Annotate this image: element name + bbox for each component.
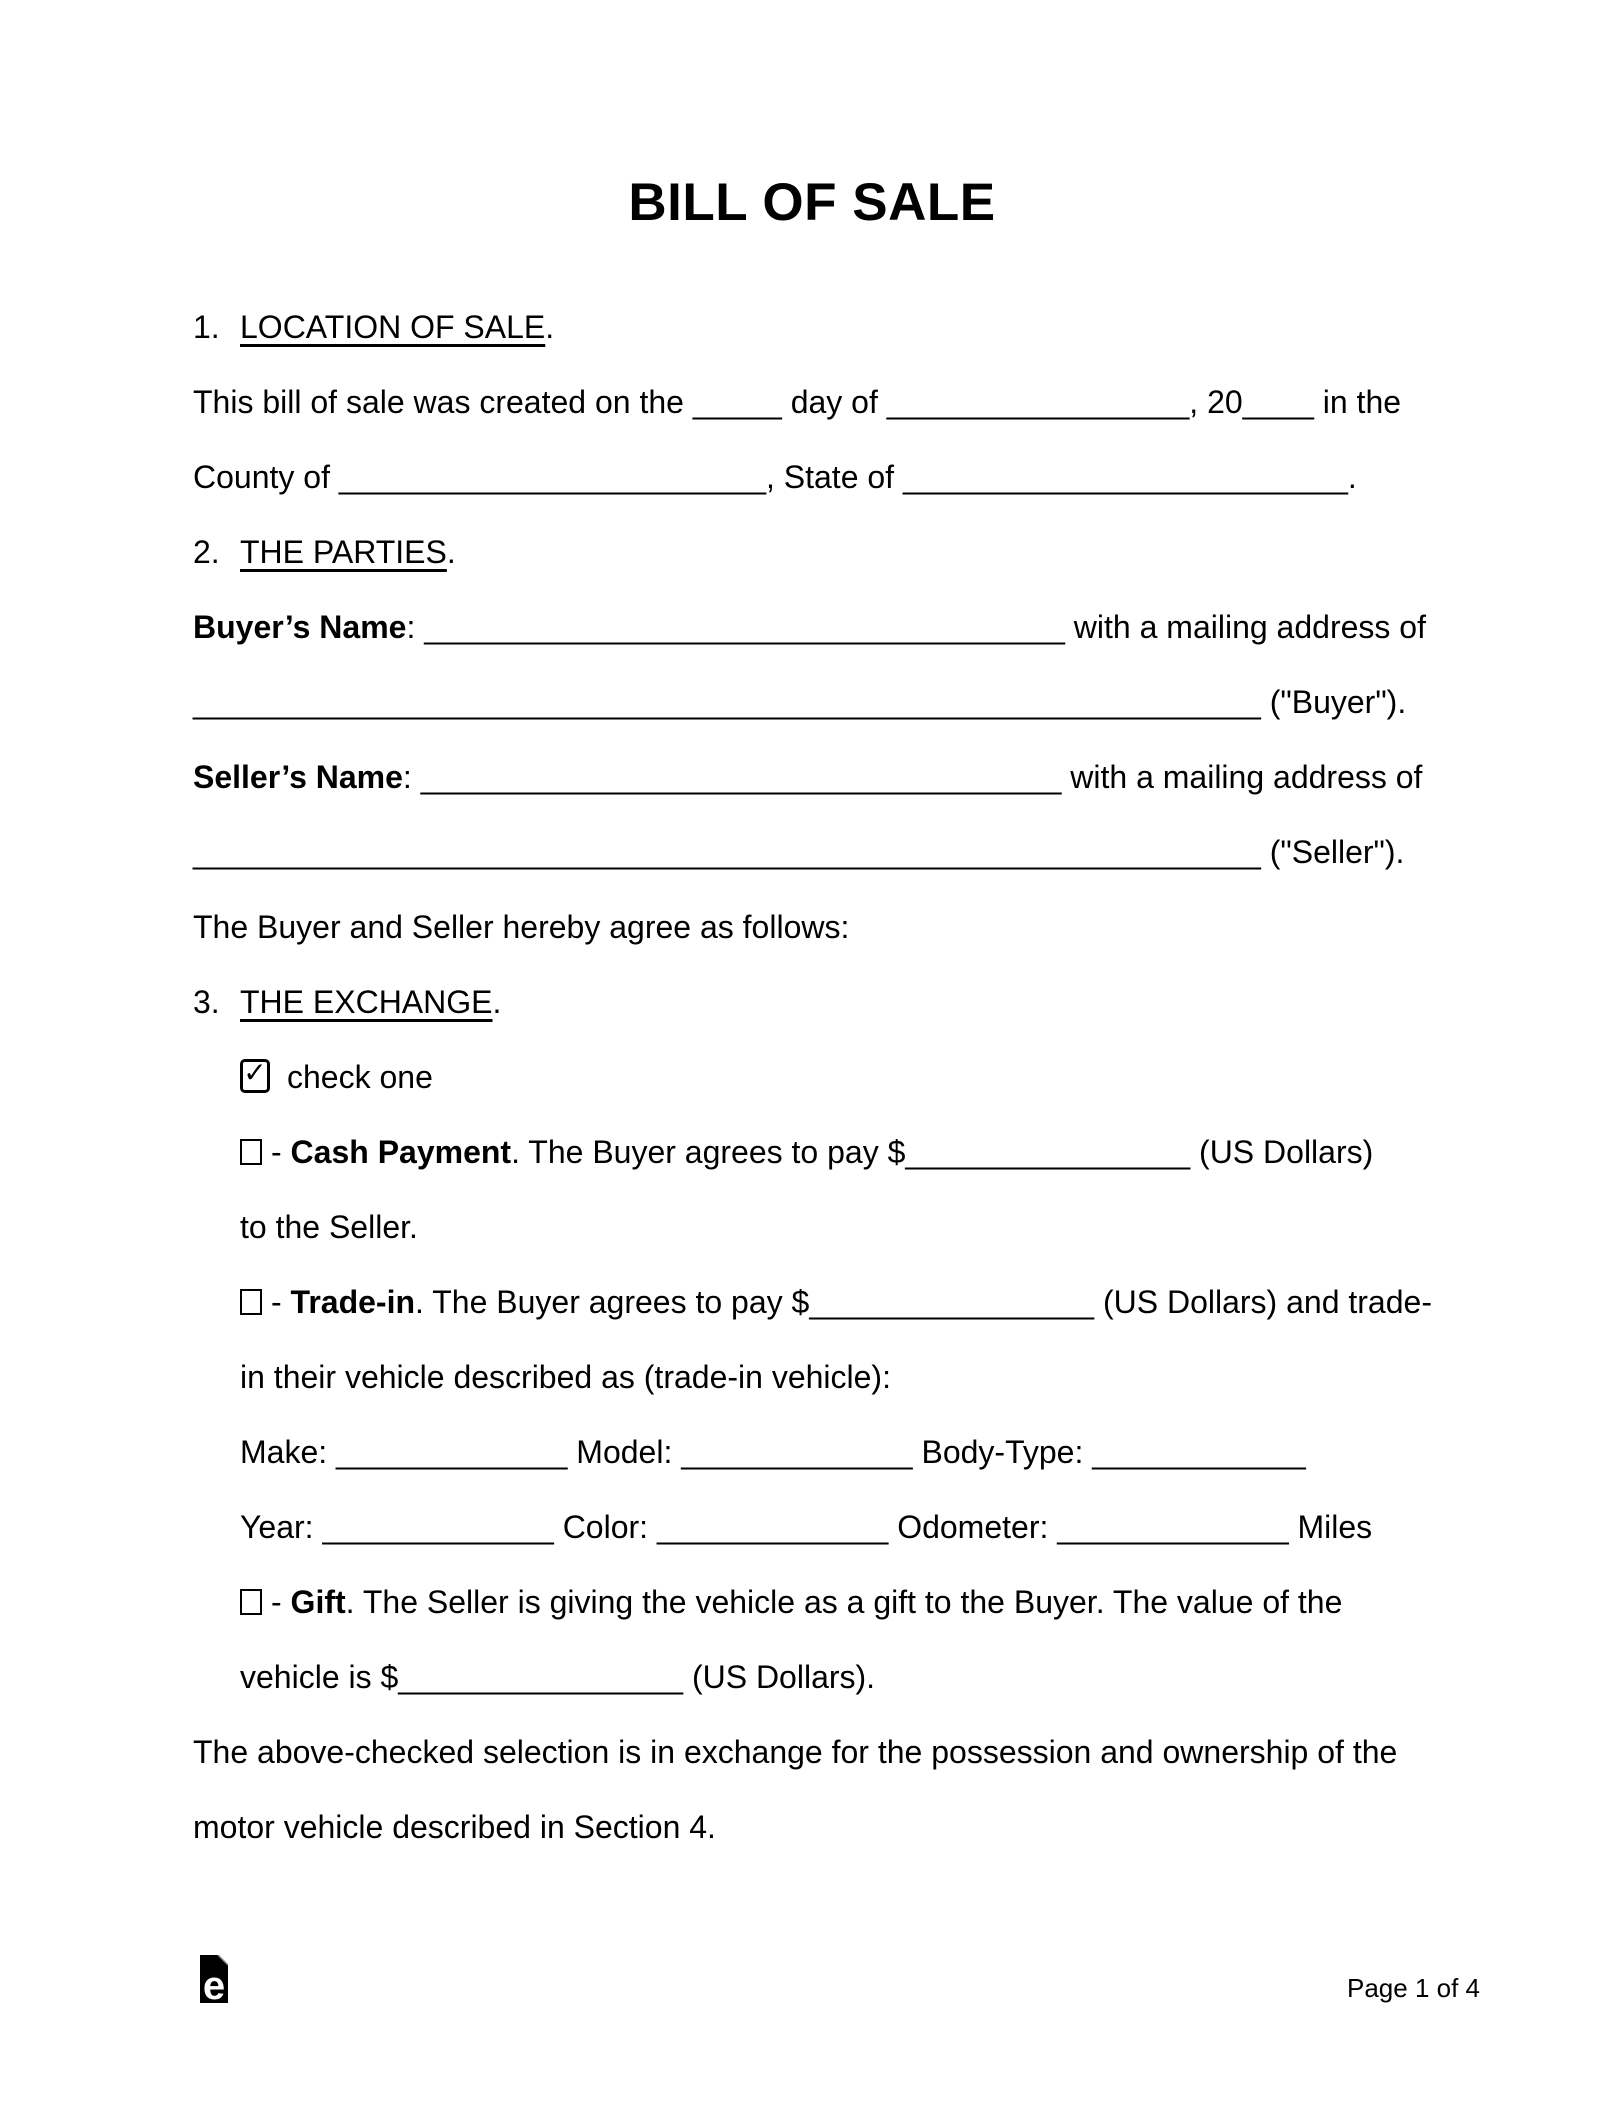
check-one-label: check one: [287, 1059, 433, 1095]
section2-number: 2.: [193, 534, 220, 570]
section3-heading: THE EXCHANGE: [240, 984, 493, 1020]
exchange-note-line-2: motor vehicle described in Section 4.: [193, 1809, 716, 1845]
seller-address-line: ____________________________________________________________ ("Seller").: [193, 834, 1405, 870]
gift-text: . The Seller is giving the vehicle as a gift to the Buyer. The value of the: [345, 1584, 1343, 1620]
buyer-name-blank: : ____________________________________ with a mailing address of: [406, 609, 1426, 645]
check-one-line: [193, 1040, 1453, 1115]
gift-checkbox-icon[interactable]: [240, 1589, 262, 1615]
section2-heading-line: [193, 515, 1453, 590]
section1-heading-period: .: [545, 309, 555, 345]
exchange-note-line-1: The above-checked selection is in exchange for the possession and ownership of the: [193, 1734, 1398, 1770]
county-state-line: County of ________________________, State of _________________________.: [193, 459, 1357, 495]
section3-heading-period: .: [492, 984, 502, 1020]
buyer-name-label: Buyer’s Name: [193, 609, 407, 645]
vehicle-make-model-bodytype-line: Make: _____________ Model: _____________ Body-Type: ____________: [240, 1434, 1306, 1470]
buyer-address-line: ____________________________________________________________ ("Buyer").: [193, 684, 1407, 720]
trade-in-dash: -: [271, 1284, 291, 1320]
vehicle-year-color-odometer-line: Year: _____________ Color: _____________ Odometer: _____________ Miles: [240, 1509, 1373, 1545]
cash-payment-continuation-line: to the Seller.: [240, 1209, 418, 1245]
logo-letter: e: [202, 1964, 226, 2003]
seller-name-line: [193, 740, 1453, 815]
cash-payment-text: . The Buyer agrees to pay $________________ (US Dollars): [511, 1134, 1374, 1170]
trade-in-option-line: [193, 1265, 1453, 1340]
section1-heading: LOCATION OF SALE: [240, 309, 546, 345]
eforms-logo: [200, 1955, 228, 2003]
section2-heading-period: .: [446, 534, 456, 570]
checkbox-checked-icon: [240, 1056, 270, 1093]
section3-number: 3.: [193, 984, 220, 1020]
cash-payment-label: Cash Payment: [290, 1134, 512, 1170]
document-body: [193, 290, 1453, 1865]
gift-label: Gift: [290, 1584, 346, 1620]
page-indicator: Page 1 of 4: [1347, 1973, 1480, 2003]
section2-heading: THE PARTIES: [240, 534, 447, 570]
section1-number: 1.: [193, 309, 220, 345]
trade-in-continuation-line: in their vehicle described as (trade-in vehicle):: [240, 1359, 891, 1395]
cash-payment-option-line: [193, 1115, 1453, 1190]
trade-in-text: . The Buyer agrees to pay $________________ (US Dollars) and trade-: [415, 1284, 1432, 1320]
seller-name-label: Seller’s Name: [193, 759, 403, 795]
trade-in-checkbox-icon[interactable]: [240, 1289, 262, 1315]
document-title: BILL OF SALE: [628, 173, 996, 232]
gift-continuation-line: vehicle is $________________ (US Dollars).: [240, 1659, 876, 1695]
trade-in-label: Trade-in: [290, 1284, 416, 1320]
section3-heading-line: [193, 965, 1453, 1040]
seller-name-blank: : ____________________________________ with a mailing address of: [402, 759, 1423, 795]
agreement-intro-line: The Buyer and Seller hereby agree as follows:: [193, 909, 850, 945]
gift-dash: -: [271, 1584, 291, 1620]
section1-heading-line: [193, 290, 1453, 365]
cash-payment-checkbox-icon[interactable]: [240, 1139, 262, 1165]
check-mark-icon: ✓: [243, 1056, 267, 1089]
created-date-line: This bill of sale was created on the _____ day of _________________, 20____ in the: [193, 384, 1402, 420]
buyer-name-line: [193, 590, 1453, 665]
gift-option-line: [193, 1565, 1453, 1640]
cash-payment-dash: -: [271, 1134, 291, 1170]
